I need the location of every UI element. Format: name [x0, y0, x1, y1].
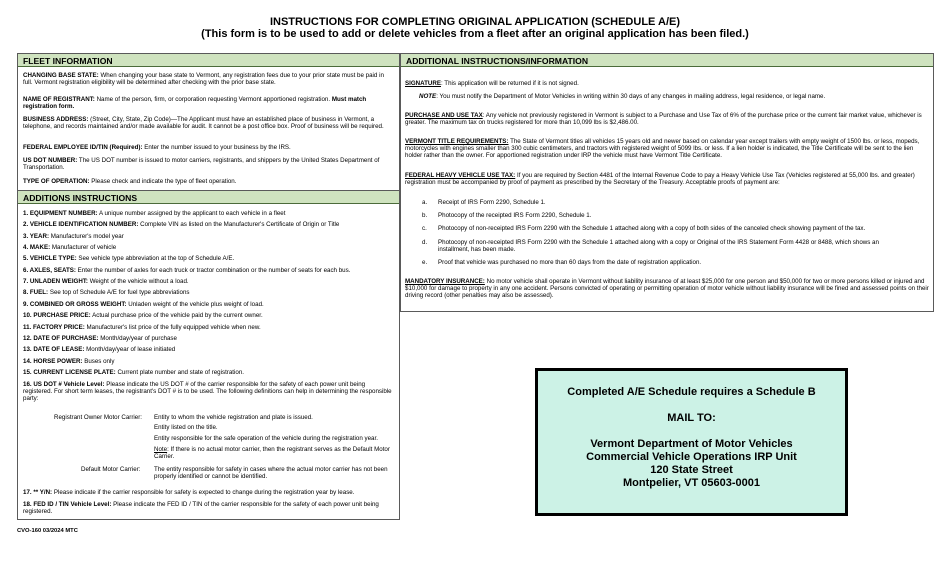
- additions-item: 13. DATE OF LEASE: Month/day/year of lease initiated: [23, 346, 176, 353]
- additions-item: 1. EQUIPMENT NUMBER: A unique number assigned by the applicant to each vehicle in a fleet: [23, 210, 286, 217]
- signature-paragraph: SIGNATURE: This application will be returned if it is not signed.: [405, 80, 579, 87]
- registrant-carrier-note: Note: If there is no actual motor carrier, then the registrant serves as the Default Motor Carrier.: [154, 446, 390, 461]
- proof-letter: d.: [422, 239, 428, 246]
- additions-item: 17. ** Y/N: Please indicate if the carrier responsible for safety is expected to change during the registration year by lease.: [23, 489, 355, 496]
- proof-text: Photocopy of non-receipted IRS Form 2290 with the Schedule 1 attached along with a copy or Original of the IRS Statement Form 4428 or 8488, which shows an installment, has been made.: [438, 239, 879, 254]
- fleet-item: US DOT NUMBER: The US DOT number is issued to motor carriers, registrants, and shippers by the United States Department of Transportation.: [23, 157, 380, 172]
- mail-to-label: MAIL TO:: [667, 412, 716, 424]
- page-title: INSTRUCTIONS FOR COMPLETING ORIGINAL APPLICATION (SCHEDULE A/E): [269, 16, 681, 28]
- additions-item: 12. DATE OF PURCHASE: Month/day/year of purchase: [23, 335, 177, 342]
- additions-item: 11. FACTORY PRICE: Manufacturer's list price of the fully equipped vehicle when new.: [23, 323, 261, 331]
- additions-instructions-header: ADDITIONS INSTRUCTIONS: [18, 191, 399, 204]
- mail-unit: Commercial Vehicle Operations IRP Unit: [586, 451, 797, 463]
- additions-item: 7. UNLADEN WEIGHT: Weight of the vehicle without a load.: [23, 277, 189, 285]
- additions-item: 14. HORSE POWER: Buses only: [23, 357, 115, 365]
- proof-text: Receipt of IRS Form 2290, Schedule 1.: [438, 199, 546, 206]
- additions-item: 8. FUEL: See top of Schedule A/E for fuel type abbreviations: [23, 289, 190, 296]
- additions-item: 9. COMBINED OR GROSS WEIGHT: Unladen weight of the vehicle plus weight of load.: [23, 300, 264, 308]
- additions-item: 2. VEHICLE IDENTIFICATION NUMBER: Complete VIN as listed on the Manufacturer's Certificate of Origin or Title: [23, 221, 340, 228]
- form-number: CVO-160 03/2024 MTC: [17, 528, 78, 534]
- title-requirements-paragraph: VERMONT TITLE REQUIREMENTS: The State of Vermont titles all vehicles 15 years old and newer based on calendar year except trailers with empty weight of 1500 lbs. or less, mopeds, motorcycles with engines smaller than 300 cubic centimeters, and tractors with registered weight of 5099 lbs. or less. If a lien holder is indicated, the Title Certificate will be sent to the lien holder rather than the owner. For apportioned registration under IRP the vehicle must have Vermont Title Certificate.: [405, 138, 920, 160]
- proof-text: Photocopy of the receipted IRS Form 2290, Schedule 1.: [438, 212, 592, 219]
- additions-instructions-panel: [17, 190, 400, 520]
- mail-department: Vermont Department of Motor Vehicles: [590, 438, 793, 450]
- purchase-tax-paragraph: PURCHASE AND USE TAX: Any vehicle not previously registered in Vermont is subject to a Purchase and Use Tax of 6% of the purchase price or the current fair market value, whichever is greater. The maximum tax on trucks registered for more than 10,099 lbs is $2,486.00.: [405, 112, 922, 127]
- additions-item: 3. YEAR: Manufacturer's model year: [23, 232, 124, 240]
- note-paragraph: NOTE: You must notify the Department of Motor Vehicles in writing within 30 days of any changes in mailing address, legal residence, or legal name.: [419, 93, 826, 100]
- fleet-item: CHANGING BASE STATE: When changing your base state to Vermont, any registration fees due to your prior state must be paid in full. Vermont registration eligibility will be determined after checking with the prior base state.: [23, 72, 384, 87]
- additions-item: 6. AXLES, SEATS: Enter the number of axles for each truck or tractor combination or the number of seats for each bus.: [23, 266, 351, 274]
- proof-letter: e.: [422, 259, 428, 266]
- registrant-carrier-line: Entity responsible for the safe operation of the vehicle during the registration year.: [154, 435, 378, 442]
- registrant-carrier-line: Entity to whom the vehicle registration and plate is issued.: [154, 414, 313, 421]
- mail-to-box: [535, 368, 848, 516]
- additions-item: 4. MAKE: Manufacturer of vehicle: [23, 243, 117, 251]
- mail-street: 120 State Street: [650, 464, 733, 476]
- default-carrier-label: Default Motor Carrier:: [81, 466, 141, 473]
- additions-item: 16. US DOT # Vehicle Level: Please indicate the US DOT # of the carrier responsible for the safety of each power unit being registered. For short term leases, the registrant's DOT # is to be used. The following definitions can help in determining the responsible party:: [23, 380, 392, 402]
- additional-instructions-panel: [400, 53, 934, 312]
- fleet-information-header: FLEET INFORMATION: [18, 54, 399, 67]
- default-carrier-text: The entity responsible for safety in cases where the actual motor carrier has not been properly identified or cannot be identified.: [154, 466, 388, 481]
- fleet-item: TYPE OF OPERATION: Please check and indicate the type of fleet operation.: [23, 178, 237, 185]
- proof-text: Photocopy of non-receipted IRS Form 2290 with the Schedule 1 attached along with a copy of both sides of the canceled check showing payment of the tax.: [438, 225, 866, 232]
- heavy-use-tax-paragraph: FEDERAL HEAVY VEHICLE USE TAX: If you are required by Section 4481 of the Internal Revenue Code to pay a Heavy Vehicle Use Tax (Vehicles registered at 55,000 lbs. and greater) registration must be accompanied by proof of payment as prescribed by the Secretary of the Treasury. Acceptable proofs of payment are:: [405, 172, 915, 187]
- additions-item: 10. PURCHASE PRICE: Actual purchase price of the vehicle paid by the current owner.: [23, 312, 263, 319]
- page-subtitle: (This form is to be used to add or delete vehicles from a fleet after an original application has been filed.): [201, 28, 749, 40]
- additions-item: 5. VEHICLE TYPE: See vehicle type abbreviation at the top of Schedule A/E.: [23, 255, 235, 262]
- insurance-paragraph: MANDATORY INSURANCE: No motor vehicle shall operate in Vermont without liability insurance of at least $25,000 for one person and $50,000 for two or more persons killed or injured and $10,000 for damage to property in any one accident. Persons convicted of operating or permitting operation of motor vehicle without liability insurance will be fined and assessed points on their driving record (other penalties may also be assessed).: [405, 278, 929, 300]
- registrant-carrier-label: Registrant Owner Motor Carrier:: [54, 414, 143, 421]
- mail-city: Montpelier, VT 05603-0001: [623, 477, 760, 489]
- additional-instructions-header: ADDITIONAL INSTRUCTIONS/INFORMATION: [401, 54, 933, 67]
- proof-letter: c.: [422, 225, 427, 232]
- fleet-item: BUSINESS ADDRESS: (Street, City, State, Zip Code)—The Applicant must have an established place of business in Vermont, a telephone, and records maintained and/or made available for audit. It cannot be a post office box. Proof of business will be required.: [23, 116, 384, 131]
- fleet-item: FEDERAL EMPLOYEE ID/TIN (Required): Enter the number issued to your business by the IRS.: [23, 144, 291, 151]
- mail-schedule-note: Completed A/E Schedule requires a Schedule B: [567, 386, 816, 398]
- fleet-information-panel: [17, 53, 400, 191]
- proof-letter: b.: [422, 212, 428, 219]
- additions-item: 15. CURRENT LICENSE PLATE: Current plate number and state of registration.: [23, 369, 245, 376]
- registrant-carrier-line: Entity listed on the title.: [154, 424, 218, 431]
- additions-item: 18. FED ID / TIN Vehicle Level: Please indicate the FED ID / TIN of the carrier responsible for the safety of each power unit being registered.: [23, 501, 379, 516]
- proof-letter: a.: [422, 199, 428, 206]
- fleet-item: NAME OF REGISTRANT: Name of the person, firm, or corporation requesting Vermont apportioned registration. Must match registration form.: [23, 96, 367, 111]
- proof-text: Proof that vehicle was purchased no more than 60 days from the date of registration application.: [438, 259, 702, 266]
